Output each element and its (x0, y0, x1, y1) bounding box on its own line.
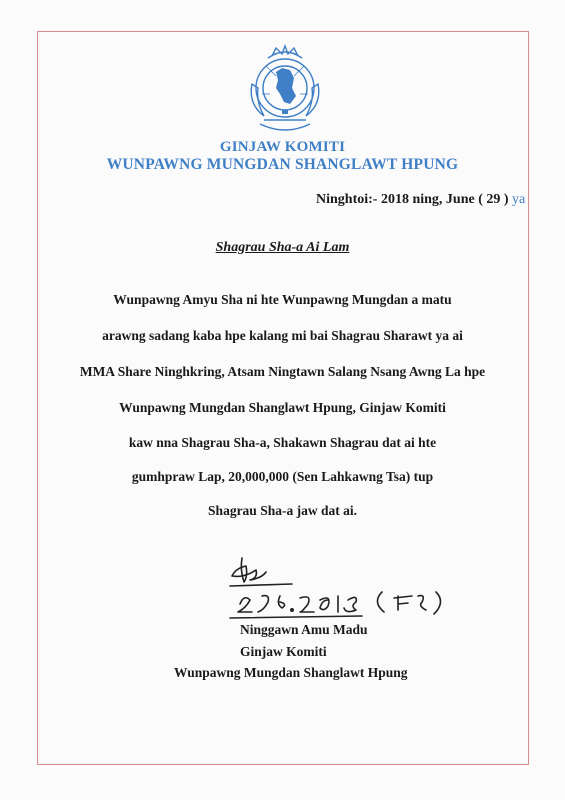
signer-organization: Wunpawng Mungdan Shanglawt Hpung (174, 665, 408, 680)
date-text: Ninghtoi:- 2018 ning, June ( 29 ) (316, 192, 509, 207)
body-line-3: MMA Share Ninghkring, Atsam Ningtawn Salang Nsang Awng La hpe (79, 364, 486, 379)
signer-title: Ninggawn Amu Madu (240, 622, 368, 637)
organization-emblem (246, 44, 324, 138)
signer-committee: Ginjaw Komiti (240, 644, 327, 659)
body-line-4: Wunpawng Mungdan Shanglawt Hpung, Ginjaw Komiti (119, 400, 446, 415)
organization-committee-title: GINJAW KOMITI (219, 139, 346, 155)
body-line-6: gumhpraw Lap, 20,000,000 (Sen Lahkawng Tsa) tup (131, 469, 434, 484)
body-line-7: Shagrau Sha-a jaw dat ai. (208, 503, 357, 518)
body-line-2: arawng sadang kaba hpe kalang mi bai Shagrau Sharawt ya ai (102, 328, 463, 343)
letter-date (316, 192, 525, 208)
body-line-1: Wunpawng Amyu Sha ni hte Wunpawng Mungdan a matu (113, 292, 452, 307)
organization-name: WUNPAWNG MUNGDAN SHANGLAWT HPUNG (106, 156, 459, 173)
date-suffix: ya (512, 192, 526, 207)
handwritten-signature (222, 556, 452, 622)
body-line-5: kaw nna Shagrau Sha-a, Shakawn Shagrau dat ai hte (128, 435, 437, 450)
letter-subject: Shagrau Sha-a Ai Lam (215, 240, 350, 255)
